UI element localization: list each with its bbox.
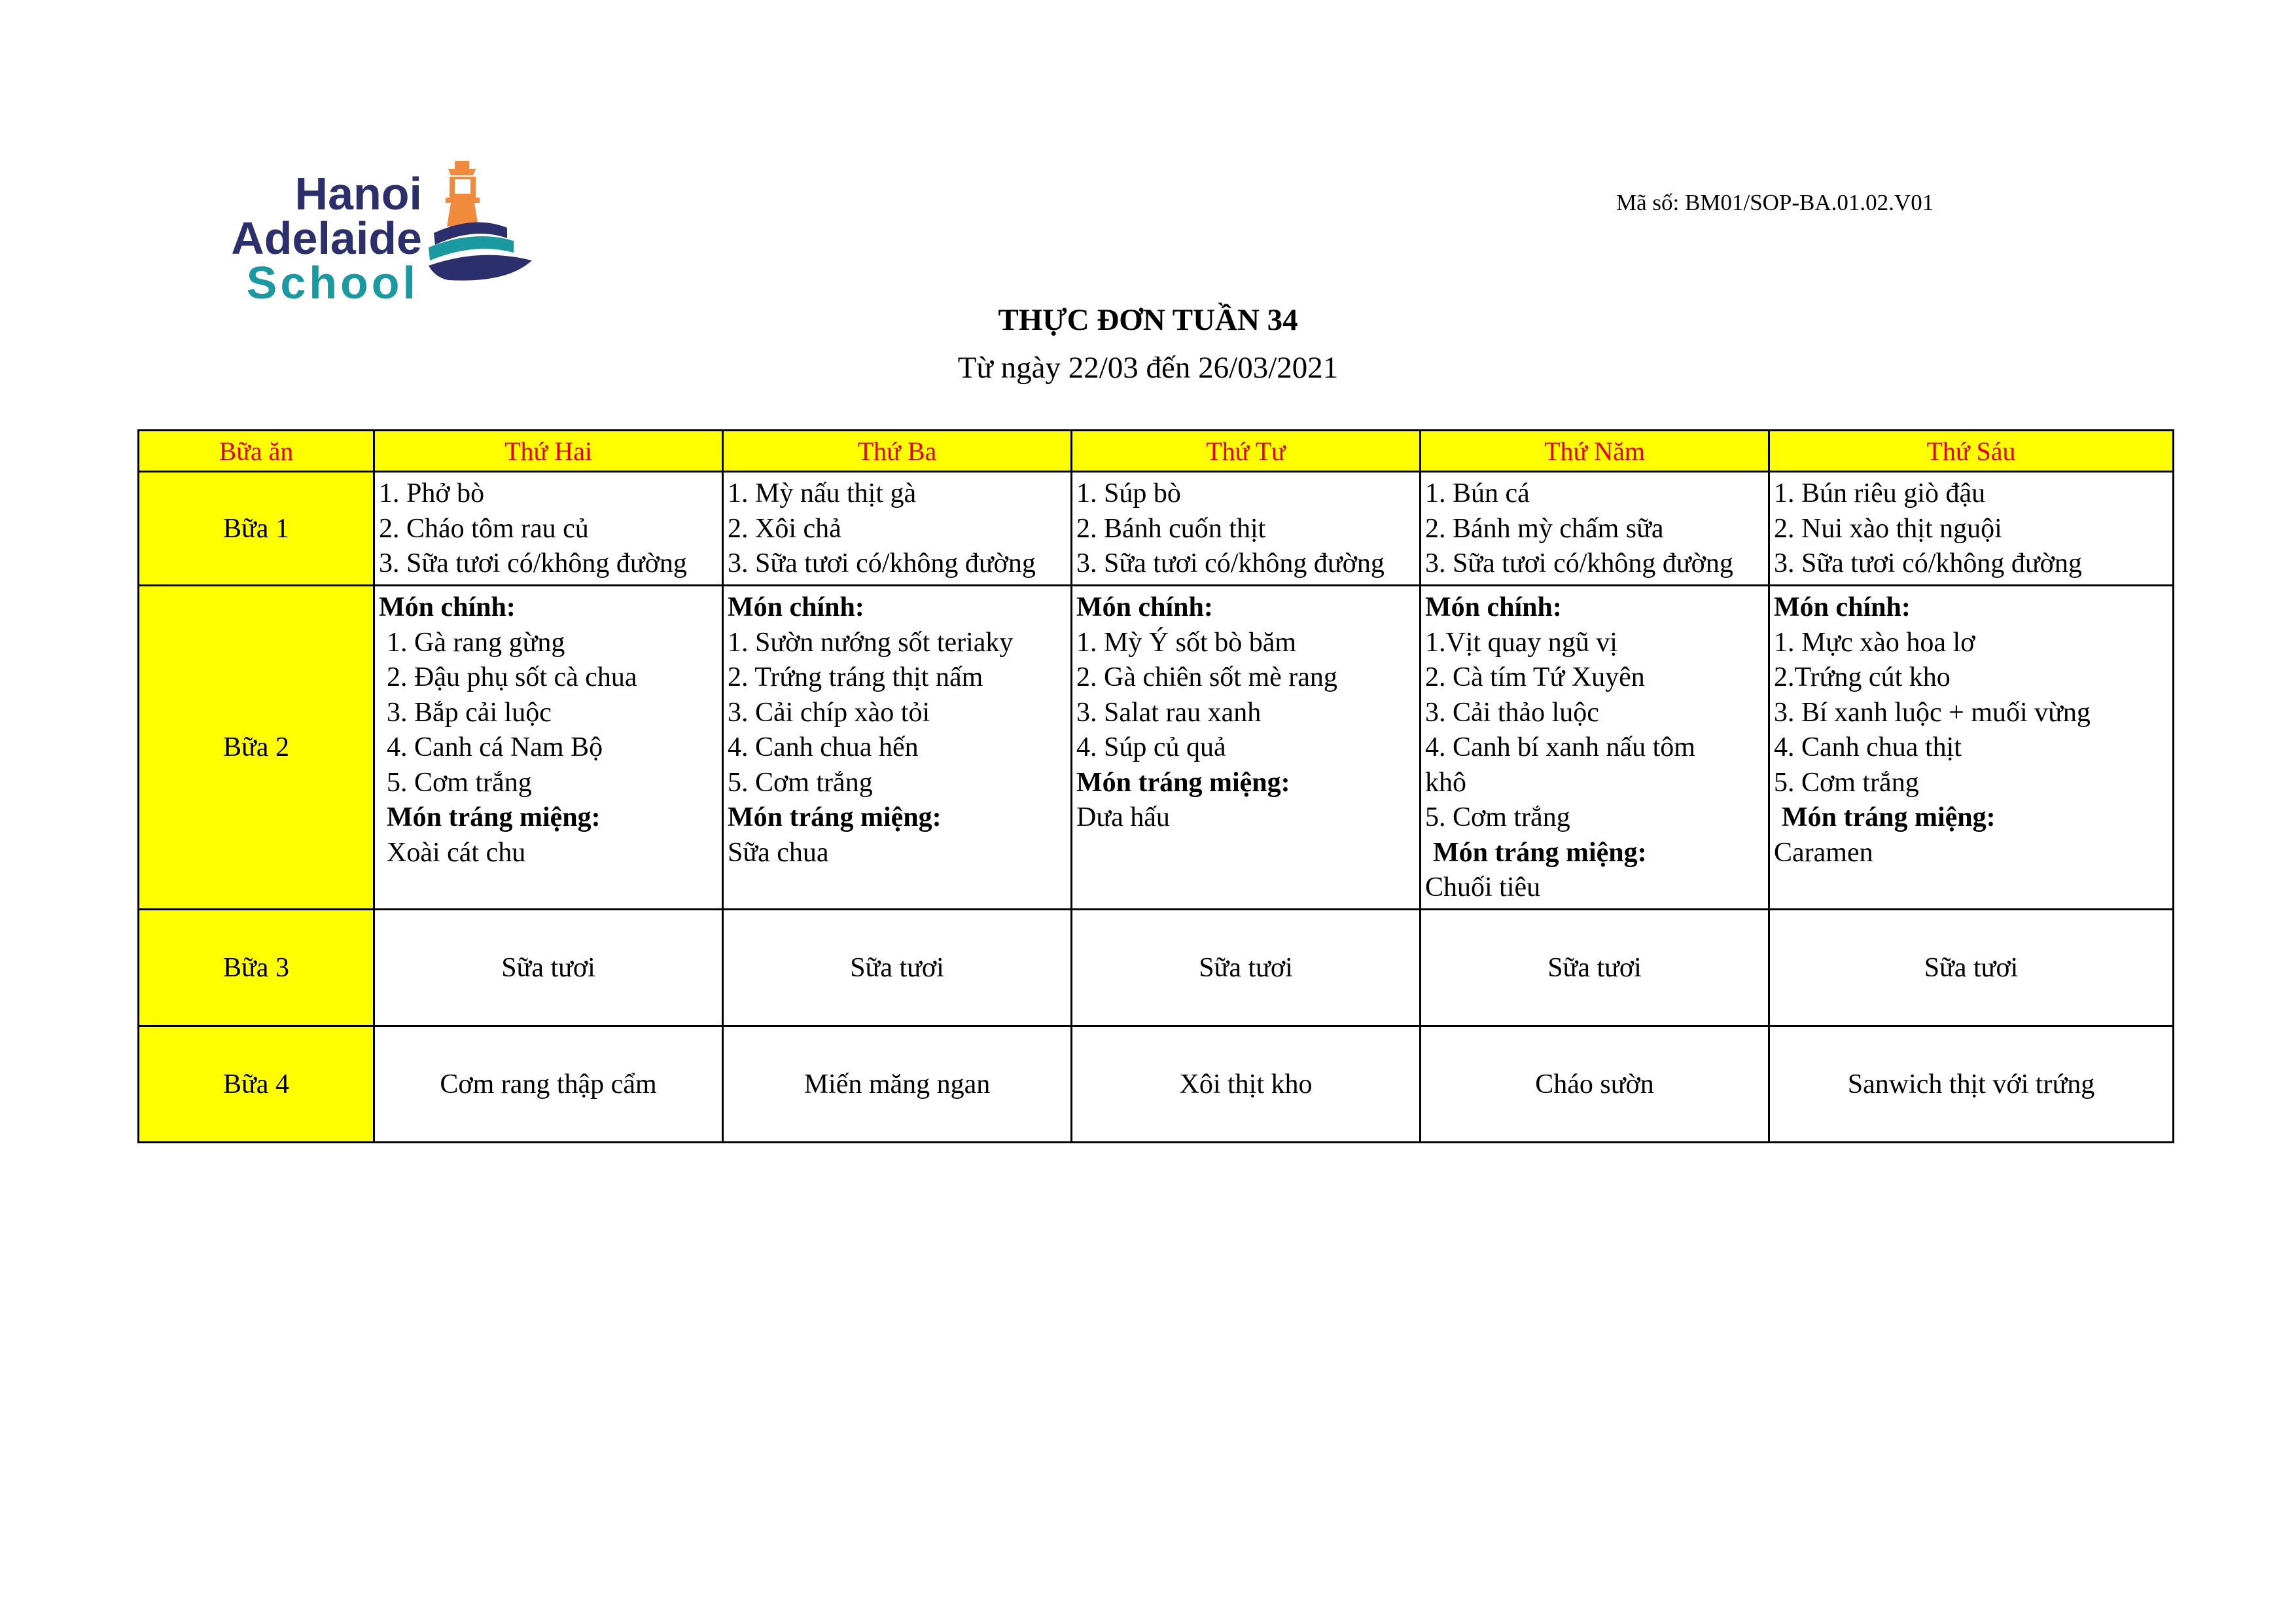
main-course-heading: Món chính: bbox=[728, 592, 864, 622]
dish-line: 5. Cơm trắng bbox=[728, 767, 873, 798]
dish-line: 3. Bí xanh luộc + muối vừng bbox=[1774, 697, 2091, 728]
dish-line: 3. Salat rau xanh bbox=[1076, 697, 1262, 728]
dessert-heading: Món tráng miệng: bbox=[387, 802, 601, 832]
dish-line: 5. Cơm trắng bbox=[387, 767, 532, 798]
dish-line: 4. Canh bí xanh nấu tôm bbox=[1425, 732, 1695, 762]
dessert-heading: Món tráng miệng: bbox=[1076, 767, 1290, 798]
dish-line: 4. Canh chua hến bbox=[728, 732, 919, 762]
menu-cell: Sữa tươi bbox=[1072, 910, 1421, 1026]
dish-line: 5. Cơm trắng bbox=[1425, 802, 1570, 832]
table-header-row bbox=[139, 431, 2174, 472]
dish-line: 3. Bắp cải luộc bbox=[387, 697, 552, 728]
meal-label: Bữa 3 bbox=[139, 910, 374, 1026]
dessert-heading: Món tráng miệng: bbox=[728, 802, 942, 832]
menu-cell bbox=[1072, 472, 1421, 586]
dish-line: 1. Phở bò bbox=[379, 478, 485, 508]
dessert-item: Xoài cát chu bbox=[387, 837, 526, 868]
dish-line: 4. Canh chua thịt bbox=[1774, 732, 1962, 762]
menu-cell: Sanwich thịt với trứng bbox=[1769, 1026, 2174, 1143]
menu-cell bbox=[374, 586, 723, 910]
dish-line: 1. Súp bò bbox=[1076, 478, 1181, 508]
main-course-heading: Món chính: bbox=[1076, 592, 1213, 622]
dish-line: 1. Sườn nướng sốt teriaky bbox=[728, 627, 1014, 658]
dish-line: 2. Bánh mỳ chấm sữa bbox=[1425, 513, 1664, 544]
dish-line: 1. Mỳ Ý sốt bò băm bbox=[1076, 627, 1296, 658]
dish-line: 1. Gà rang gừng bbox=[387, 627, 565, 658]
dish-line: 1. Mực xào hoa lơ bbox=[1774, 627, 1975, 658]
dish-line: 4. Canh cá Nam Bộ bbox=[387, 732, 603, 762]
main-course-heading: Món chính: bbox=[1774, 592, 1911, 622]
menu-cell bbox=[723, 472, 1072, 586]
table-row bbox=[139, 1026, 2174, 1143]
menu-cell: Cháo sườn bbox=[1421, 1026, 1769, 1143]
menu-cell: Miến măng ngan bbox=[723, 1026, 1072, 1143]
date-range: Từ ngày 22/03 đến 26/03/2021 bbox=[957, 351, 1339, 385]
menu-cell bbox=[1421, 586, 1769, 910]
meal-label: Bữa 2 bbox=[139, 586, 374, 910]
dish-line: 1.Vịt quay ngũ vị bbox=[1425, 627, 1617, 658]
menu-cell bbox=[1769, 472, 2174, 586]
dish-line: 5. Cơm trắng bbox=[1774, 767, 1919, 798]
dish-line: khô bbox=[1425, 767, 1466, 798]
header-meal: Bữa ăn bbox=[139, 431, 374, 472]
menu-cell bbox=[1072, 586, 1421, 910]
menu-cell: Cơm rang thập cẩm bbox=[374, 1026, 723, 1143]
dish-line: 2. Gà chiên sốt mè rang bbox=[1076, 662, 1337, 692]
dish-line: 1. Mỳ nấu thịt gà bbox=[728, 478, 917, 508]
menu-cell bbox=[723, 586, 1072, 910]
header-tuesday: Thứ Ba bbox=[723, 431, 1072, 472]
dish-line: 3. Cải thảo luộc bbox=[1425, 697, 1599, 728]
header-thursday: Thứ Năm bbox=[1421, 431, 1769, 472]
dish-line: 2. Cà tím Tứ Xuyên bbox=[1425, 662, 1645, 692]
dish-line: 3. Sữa tươi có/không đường bbox=[1425, 548, 1733, 579]
logo-text-school: School bbox=[246, 257, 419, 306]
menu-cell: Sữa tươi bbox=[1769, 910, 2174, 1026]
header-friday: Thứ Sáu bbox=[1769, 431, 2174, 472]
main-course-heading: Món chính: bbox=[1425, 592, 1562, 622]
dish-line: 3. Sữa tươi có/không đường bbox=[1076, 548, 1385, 579]
header-monday: Thứ Hai bbox=[374, 431, 723, 472]
menu-cell bbox=[374, 472, 723, 586]
main-course-heading: Món chính: bbox=[379, 592, 516, 622]
dessert-heading: Món tráng miệng: bbox=[1782, 802, 1996, 832]
menu-cell: Sữa tươi bbox=[723, 910, 1072, 1026]
menu-cell bbox=[1769, 586, 2174, 910]
logo-text-hanoi: Hanoi bbox=[294, 168, 422, 219]
page-title: THỰC ĐƠN TUẦN 34 bbox=[998, 303, 1298, 337]
dish-line: 2. Bánh cuốn thịt bbox=[1076, 513, 1266, 544]
dish-line: 2. Cháo tôm rau củ bbox=[379, 513, 589, 544]
dish-line: 1. Bún cá bbox=[1425, 478, 1530, 508]
dish-line: 3. Sữa tươi có/không đường bbox=[728, 548, 1036, 579]
menu-cell: Sữa tươi bbox=[374, 910, 723, 1026]
dish-line: 4. Súp củ quả bbox=[1076, 732, 1226, 762]
dish-line: 2. Nui xào thịt nguội bbox=[1774, 513, 2002, 544]
header-wednesday: Thứ Tư bbox=[1072, 431, 1421, 472]
dish-line: 3. Cải chíp xào tỏi bbox=[728, 697, 930, 728]
dessert-item: Caramen bbox=[1774, 837, 1873, 868]
logo-text-adelaide: Adelaide bbox=[231, 213, 422, 264]
dish-line: 2.Trứng cút kho bbox=[1774, 662, 1951, 692]
lighthouse-logo-icon bbox=[167, 149, 533, 306]
dish-line: 3. Sữa tươi có/không đường bbox=[379, 548, 687, 579]
dish-line: 3. Sữa tươi có/không đường bbox=[1774, 548, 2082, 579]
dish-line: 2. Đậu phụ sốt cà chua bbox=[387, 662, 637, 692]
weekly-menu-table bbox=[137, 429, 2174, 1143]
form-code: Mã số: BM01/SOP-BA.01.02.V01 bbox=[1616, 190, 1934, 215]
dessert-item: Chuối tiêu bbox=[1425, 872, 1541, 902]
school-logo bbox=[167, 149, 533, 306]
menu-cell: Sữa tươi bbox=[1421, 910, 1769, 1026]
menu-cell: Xôi thịt kho bbox=[1072, 1026, 1421, 1143]
dessert-heading: Món tráng miệng: bbox=[1433, 837, 1647, 868]
meal-label: Bữa 4 bbox=[139, 1026, 374, 1143]
table-row bbox=[139, 910, 2174, 1026]
dessert-item: Dưa hấu bbox=[1076, 802, 1170, 832]
table-row bbox=[139, 586, 2174, 910]
dish-line: 2. Xôi chả bbox=[728, 513, 841, 544]
table-row bbox=[139, 472, 2174, 586]
dessert-item: Sữa chua bbox=[728, 837, 829, 868]
dish-line: 1. Bún riêu giò đậu bbox=[1774, 478, 1986, 508]
dish-line: 2. Trứng tráng thịt nấm bbox=[728, 662, 983, 692]
meal-label: Bữa 1 bbox=[139, 472, 374, 586]
menu-cell bbox=[1421, 472, 1769, 586]
